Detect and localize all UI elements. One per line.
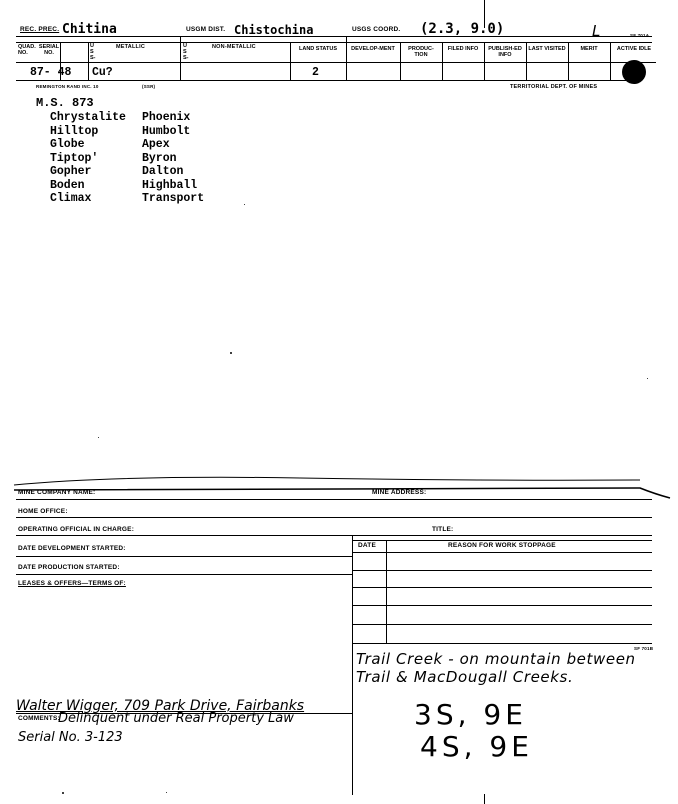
- claim-name: Gopher: [50, 165, 92, 178]
- speck: [230, 352, 232, 354]
- form-line: [16, 556, 352, 557]
- col-serial: SERIAL NO.: [38, 44, 60, 56]
- table-line: [352, 587, 652, 588]
- table-divider: [386, 540, 387, 644]
- metallic-value: Cu?: [92, 66, 113, 79]
- claim-name: Tiptop': [50, 151, 99, 165]
- comments-line-2: Serial No. 3-123: [18, 730, 123, 745]
- header-mid-line: [16, 42, 652, 43]
- header-bottom-line: [16, 80, 636, 81]
- claim-name: Globe: [50, 138, 85, 151]
- claim-name: Apex: [142, 138, 170, 151]
- form-number: SF 701A: [630, 33, 650, 38]
- comments-label: COMMENTS:: [18, 715, 60, 722]
- claim-name: Phoenix: [142, 111, 191, 124]
- col-filed-info: FILED INFO: [447, 46, 479, 52]
- divider: [400, 42, 401, 80]
- form-number-2: SF 701B: [634, 646, 654, 651]
- col-nonmetallic: NON-METALLIC: [212, 44, 256, 50]
- rec-prec-label: REC. PREC.: [20, 26, 60, 33]
- col-metallic: METALLIC: [116, 44, 145, 50]
- speck: [166, 792, 167, 793]
- col-published-info: PUBLISH-ED INFO: [488, 46, 522, 58]
- table-line: [352, 624, 652, 625]
- divider: [568, 42, 569, 80]
- col-metallic-us: U S S-: [90, 43, 96, 61]
- survey-number: M.S. 873: [36, 96, 94, 110]
- form-line: [16, 499, 652, 500]
- speck: [98, 437, 99, 438]
- usgm-dist-value: Chistochina: [234, 23, 314, 37]
- divider: [290, 42, 291, 80]
- usgm-dist-label: USGM DIST.: [186, 26, 226, 33]
- location-note-line-1: Trail Creek - on mountain between: [356, 650, 636, 668]
- claim-name: Dalton: [142, 165, 184, 178]
- printer-note: REMINGTON RAND INC. 10: [36, 84, 99, 89]
- leases-label: LEASES & OFFERS—TERMS OF:: [18, 580, 126, 587]
- col-land-status: LAND STATUS: [299, 46, 337, 52]
- home-office-label: HOME OFFICE:: [18, 508, 68, 515]
- mine-company-label: MINE COMPANY NAME:: [18, 489, 96, 496]
- date-production-label: DATE PRODUCTION STARTED:: [18, 564, 120, 571]
- claims-column-1: [50, 111, 126, 206]
- quad-serial-value: 87- 48: [30, 66, 72, 79]
- operating-official-label: OPERATING OFFICIAL IN CHARGE:: [18, 526, 135, 533]
- date-development-label: DATE DEVELOPMENT STARTED:: [18, 545, 126, 552]
- col-active-idle: ACTIVE IDLE: [616, 46, 652, 52]
- col-development: DEVELOP-MENT: [351, 46, 395, 52]
- header-row-line: [16, 62, 656, 63]
- divider: [610, 42, 611, 80]
- divider: [442, 42, 443, 80]
- claim-name: Transport: [142, 192, 205, 205]
- claim-name: Climax: [50, 192, 92, 205]
- active-dot-icon: [622, 60, 646, 84]
- divider: [88, 42, 89, 80]
- claim-name: Chrystalite: [50, 111, 126, 124]
- comments-line-1: Delinquent under Real Property Law: [58, 711, 294, 726]
- claim-name: Byron: [142, 151, 177, 165]
- divider: [346, 36, 347, 80]
- claim-name: Hilltop: [50, 124, 99, 138]
- reason-column-header: REASON FOR WORK STOPPAGE: [448, 542, 556, 549]
- table-line: [352, 570, 652, 571]
- claim-name: Highball: [142, 178, 198, 192]
- usgs-coord-label: USGS COORD.: [352, 26, 401, 33]
- title-label: TITLE:: [432, 526, 454, 533]
- divider: [180, 36, 181, 80]
- speck: [62, 792, 64, 794]
- printer-code: (SSR): [142, 84, 156, 89]
- coordinate-2: 4S, 9E: [420, 730, 533, 763]
- col-production: PRODUC-TION: [408, 46, 434, 58]
- table-line: [352, 643, 652, 644]
- claim-name: Humbolt: [142, 124, 191, 138]
- form-line: [352, 540, 652, 541]
- col-quad: QUAD. NO.: [18, 44, 36, 56]
- table-line: [352, 605, 652, 606]
- owner-address: Walter Wigger, 709 Park Drive, Fairbanks: [16, 698, 305, 714]
- dept-name: TERRITORIAL DEPT. OF MINES: [510, 84, 598, 90]
- col-merit: MERIT: [580, 46, 598, 52]
- rec-prec-value: Chitina: [62, 22, 117, 37]
- form-line: [16, 574, 352, 575]
- form-top-border: [0, 470, 678, 500]
- claims-column-2: [142, 111, 204, 206]
- land-status-value: 2: [312, 66, 319, 79]
- table-line: [352, 552, 652, 553]
- col-nonmetallic-us: U S S-: [183, 43, 189, 61]
- bottom-tick: [484, 794, 485, 804]
- speck: [647, 378, 648, 379]
- date-column-header: DATE: [358, 542, 377, 549]
- divider: [484, 42, 485, 80]
- form-line: [16, 535, 652, 536]
- claim-name: Boden: [50, 178, 85, 192]
- col-last-visited: LAST VISITED: [528, 46, 566, 52]
- top-tick: [484, 0, 485, 28]
- corner-mark: L: [592, 22, 601, 40]
- divider: [526, 42, 527, 80]
- speck: [244, 204, 245, 205]
- coordinate-1: 3S, 9E: [414, 698, 527, 731]
- mine-address-label: MINE ADDRESS:: [372, 489, 427, 496]
- table-divider: [352, 535, 353, 795]
- usgs-coord-value: (2.3, 9.0): [420, 21, 505, 37]
- location-note-line-2: Trail & MacDougall Creeks.: [356, 668, 574, 686]
- form-line: [16, 517, 652, 518]
